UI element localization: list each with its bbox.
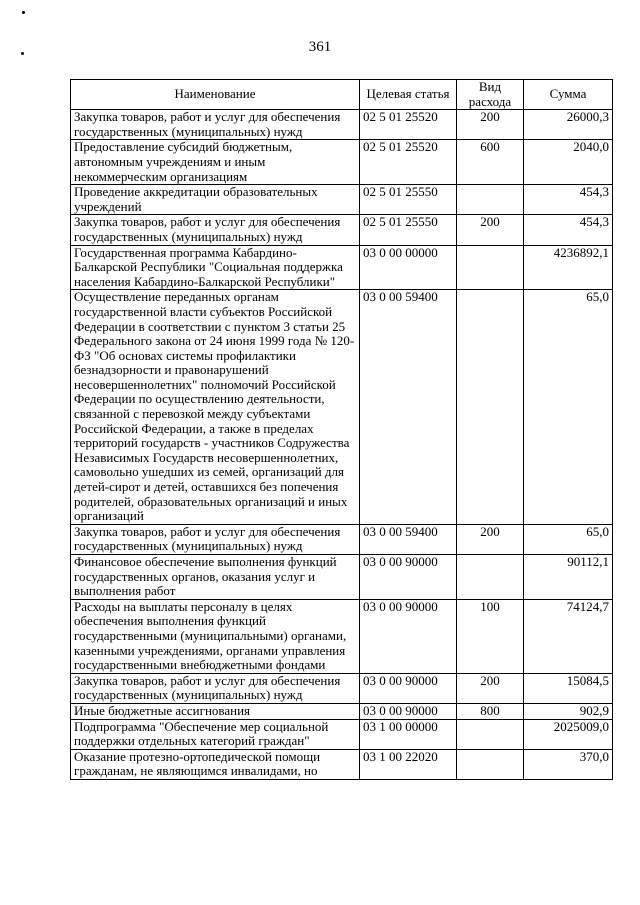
row-article: 03 0 00 59400	[360, 290, 457, 525]
row-type	[457, 555, 524, 600]
table-row	[71, 719, 613, 749]
row-name: Финансовое обеспечение выполнения функций государственных органов, оказания услуг и выполнения работ	[71, 555, 360, 600]
budget-table	[70, 79, 613, 780]
row-article: 03 1 00 00000	[360, 719, 457, 749]
row-sum: 65,0	[524, 290, 613, 525]
row-article: 02 5 01 25550	[360, 215, 457, 245]
row-name: Проведение аккредитации образовательных учреждений	[71, 185, 360, 215]
row-article: 03 0 00 90000	[360, 673, 457, 703]
row-article: 03 0 00 90000	[360, 555, 457, 600]
table-row	[71, 555, 613, 600]
row-type: 100	[457, 599, 524, 673]
row-sum: 370,0	[524, 749, 613, 779]
table-header-row	[71, 80, 613, 110]
row-name: Расходы на выплаты персоналу в целях обеспечения выполнения функций государственными (муниципальными) органами, казенными учреждениями, органами управления государственными внебюджетными фондами	[71, 599, 360, 673]
row-sum: 2040,0	[524, 140, 613, 185]
row-article: 03 1 00 22020	[360, 749, 457, 779]
table-row	[71, 749, 613, 779]
table-row	[71, 110, 613, 140]
table-row	[71, 599, 613, 673]
row-type	[457, 719, 524, 749]
table-row	[71, 140, 613, 185]
row-sum: 65,0	[524, 524, 613, 554]
table-row	[71, 215, 613, 245]
table-row	[71, 524, 613, 554]
row-type	[457, 749, 524, 779]
row-name: Закупка товаров, работ и услуг для обеспечения государственных (муниципальных) нужд	[71, 110, 360, 140]
table-row	[71, 290, 613, 525]
header-type: Вид расхода	[457, 80, 524, 110]
row-type: 200	[457, 110, 524, 140]
row-sum: 902,9	[524, 703, 613, 719]
table-row	[71, 703, 613, 719]
header-article: Целевая статья	[360, 80, 457, 110]
table-row	[71, 185, 613, 215]
row-type	[457, 245, 524, 290]
row-name: Закупка товаров, работ и услуг для обеспечения государственных (муниципальных) нужд	[71, 524, 360, 554]
row-type: 800	[457, 703, 524, 719]
row-article: 03 0 00 59400	[360, 524, 457, 554]
row-article: 02 5 01 25550	[360, 185, 457, 215]
row-type	[457, 290, 524, 525]
header-name: Наименование	[71, 80, 360, 110]
row-type: 200	[457, 673, 524, 703]
page-number: 361	[308, 39, 332, 55]
row-sum: 90112,1	[524, 555, 613, 600]
row-sum: 15084,5	[524, 673, 613, 703]
row-name: Подпрограмма "Обеспечение мер социальной поддержки отдельных категорий граждан"	[71, 719, 360, 749]
row-article: 03 0 00 90000	[360, 703, 457, 719]
row-article: 03 0 00 00000	[360, 245, 457, 290]
row-type	[457, 185, 524, 215]
row-name: Предоставление субсидий бюджетным, автономным учреждениям и иным некоммерческим организациям	[71, 140, 360, 185]
table-row	[71, 245, 613, 290]
row-name: Закупка товаров, работ и услуг для обеспечения государственных (муниципальных) нужд	[71, 673, 360, 703]
row-type: 200	[457, 215, 524, 245]
row-name: Государственная программа Кабардино-Балкарской Республики "Социальная поддержка населения Кабардино-Балкарской Республики"	[71, 245, 360, 290]
row-sum: 454,3	[524, 185, 613, 215]
row-name: Иные бюджетные ассигнования	[71, 703, 360, 719]
row-type: 200	[457, 524, 524, 554]
table-row	[71, 673, 613, 703]
row-article: 03 0 00 90000	[360, 599, 457, 673]
row-article: 02 5 01 25520	[360, 110, 457, 140]
row-name: Закупка товаров, работ и услуг для обеспечения государственных (муниципальных) нужд	[71, 215, 360, 245]
row-sum: 26000,3	[524, 110, 613, 140]
row-article: 02 5 01 25520	[360, 140, 457, 185]
row-sum: 454,3	[524, 215, 613, 245]
header-sum: Сумма	[524, 80, 613, 110]
row-type: 600	[457, 140, 524, 185]
row-name: Оказание протезно-ортопедической помощи гражданам, не являющимся инвалидами, но	[71, 749, 360, 779]
row-sum: 4236892,1	[524, 245, 613, 290]
scan-dot-top	[22, 11, 25, 14]
row-sum: 74124,7	[524, 599, 613, 673]
row-name: Осуществление переданных органам государственной власти субъектов Российской Федерации в соответствии с пунктом 3 статьи 25 Федерального закона от 24 июня 1999 года № 120-ФЗ "Об основах системы профилактики безнадзорности и правонарушений несовершеннолетних" полномочий Российской Федерации по осуществлению деятельности, связанной с перевозкой между субъектами Российской Федерации, а также в пределах территорий государств - участников Содружества Независимых Государств несовершеннолетних, самовольно ушедших из семей, организаций для детей-сирот и детей, оставшихся без попечения родителей, образовательных организаций и иных организаций	[71, 290, 360, 525]
row-sum: 2025009,0	[524, 719, 613, 749]
